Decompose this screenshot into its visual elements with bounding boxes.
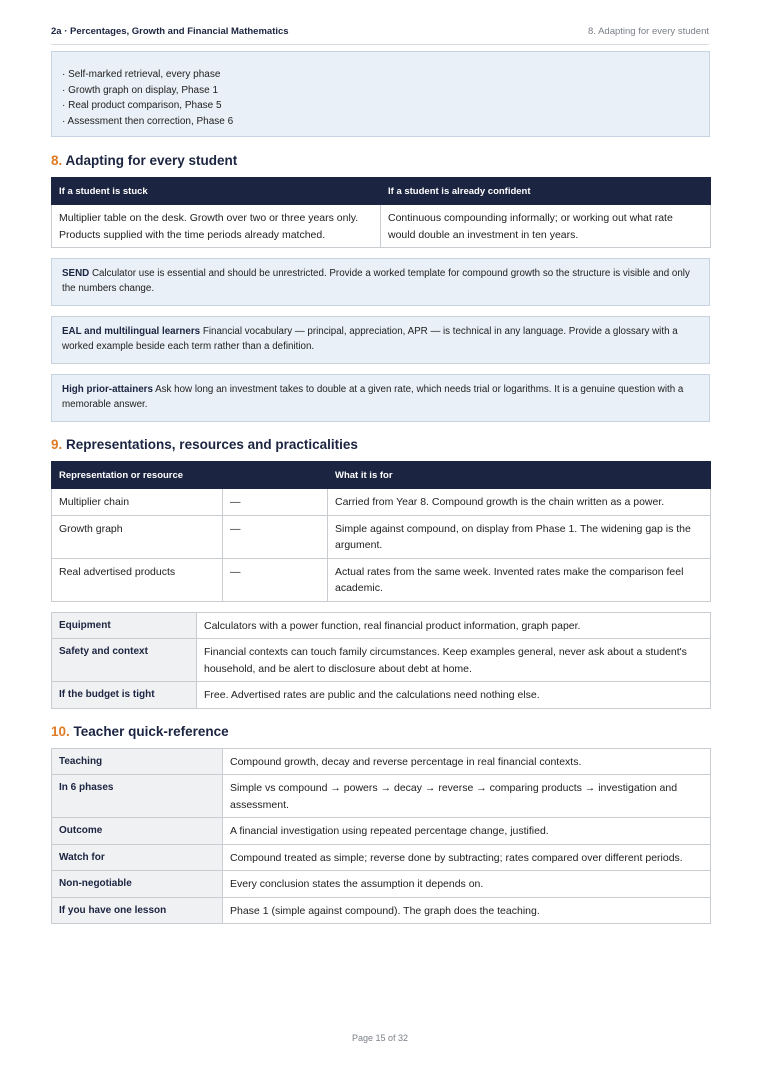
callout-label: High prior-attainers bbox=[62, 384, 153, 395]
section-number: 9. bbox=[51, 437, 63, 452]
table-cell: Simple vs compound → powers → decay → reverse → comparing products → investigation and assessment. bbox=[223, 775, 711, 818]
section-number: 10. bbox=[51, 723, 70, 739]
high-prior-attainers-callout bbox=[51, 374, 710, 422]
section-title: Teacher quick-reference bbox=[73, 723, 229, 739]
table-row bbox=[52, 682, 711, 709]
table-cell: Calculators with a power function, real financial product information, graph paper. bbox=[197, 612, 711, 639]
adapting-table bbox=[51, 177, 711, 248]
section-10-heading bbox=[51, 723, 710, 741]
section-8-heading bbox=[51, 152, 710, 170]
table-row bbox=[52, 489, 711, 516]
page-number: Page 15 of 32 bbox=[351, 1033, 409, 1043]
table-cell: Growth graph bbox=[52, 515, 223, 558]
quick-reference-table bbox=[51, 748, 711, 925]
section-title: Representations, resources and practicalities bbox=[66, 437, 358, 452]
retrieval-item: · Real product comparison, Phase 5 bbox=[62, 100, 222, 111]
table-cell: A financial investigation using repeated percentage change, justified. bbox=[223, 818, 711, 845]
table-row bbox=[52, 775, 711, 818]
callout-text: Financial vocabulary — principal, appreciation, APR — is technical in any language. Provide a glossary with a worked example beside each term rather than a definition. bbox=[62, 326, 678, 352]
column-header: If a student is already confident bbox=[381, 178, 711, 205]
eal-callout bbox=[51, 316, 710, 364]
row-label: Non-negotiable bbox=[52, 871, 223, 898]
table-cell: — bbox=[223, 558, 328, 601]
page-header bbox=[51, 26, 709, 45]
table-cell: Multiplier chain bbox=[52, 489, 223, 516]
table-cell: Actual rates from the same week. Invented rates make the comparison feel academic. bbox=[328, 558, 711, 601]
table-cell: Free. Advertised rates are public and the calculations need nothing else. bbox=[197, 682, 711, 709]
table-cell: Real advertised products bbox=[52, 558, 223, 601]
table-row bbox=[52, 897, 711, 924]
callout-text: Ask how long an investment takes to double at a given rate, which needs trial or logarithms. It is a genuine question with a memorable answer. bbox=[62, 384, 684, 410]
table-cell: Phase 1 (simple against compound). The graph does the teaching. bbox=[223, 897, 711, 924]
callout-label: SEND bbox=[62, 268, 90, 279]
table-row bbox=[52, 558, 711, 601]
callout-label: EAL and multilingual learners bbox=[62, 326, 201, 337]
table-cell: Every conclusion states the assumption it depends on. bbox=[223, 871, 711, 898]
table-row bbox=[52, 871, 711, 898]
table-cell: — bbox=[223, 515, 328, 558]
table-row bbox=[52, 639, 711, 682]
row-label: If the budget is tight bbox=[52, 682, 197, 709]
row-label: Outcome bbox=[52, 818, 223, 845]
column-header: What it is for bbox=[328, 462, 711, 489]
section-title: Adapting for every student bbox=[65, 153, 238, 168]
retrieval-item: · Self-marked retrieval, every phase bbox=[62, 69, 221, 80]
column-header: Representation or resource bbox=[52, 462, 223, 489]
table-row bbox=[52, 818, 711, 845]
table-cell: — bbox=[223, 489, 328, 516]
column-header: If a student is stuck bbox=[52, 178, 381, 205]
table-header-row bbox=[52, 462, 711, 489]
send-callout bbox=[51, 258, 710, 306]
table-row bbox=[52, 844, 711, 871]
table-cell: Simple against compound, on display from Phase 1. The widening gap is the argument. bbox=[328, 515, 711, 558]
retrieval-item: · Growth graph on display, Phase 1 bbox=[62, 84, 219, 96]
table-row bbox=[52, 515, 711, 558]
document-title: 2a · Percentages, Growth and Financial Mathematics bbox=[51, 26, 289, 37]
row-label: Teaching bbox=[52, 748, 223, 775]
page-content bbox=[51, 51, 710, 924]
table-cell: Multiplier table on the desk. Growth over two or three years only. Products supplied with the time periods already matched. bbox=[52, 205, 381, 248]
table-row bbox=[52, 612, 711, 639]
section-9-heading bbox=[51, 436, 710, 454]
practicalities-table bbox=[51, 612, 711, 709]
table-header-row bbox=[52, 178, 711, 205]
row-label: Equipment bbox=[52, 612, 197, 639]
callout-text: Calculator use is essential and should be unrestricted. Provide a worked template for compound growth so the structure is visible and only the numbers change. bbox=[62, 268, 690, 294]
representations-table bbox=[51, 461, 711, 602]
table-cell: Compound growth, decay and reverse percentage in real financial contexts. bbox=[223, 748, 711, 775]
retrieval-item: · Assessment then correction, Phase 6 bbox=[62, 115, 234, 127]
section-indicator: 8. Adapting for every student bbox=[588, 26, 709, 37]
table-row bbox=[52, 205, 711, 248]
table-cell: Financial contexts can touch family circumstances. Keep examples general, never ask about a student's household, and be alert to disclosure about debt at home. bbox=[197, 639, 711, 682]
section-number: 8. bbox=[51, 153, 63, 168]
column-header bbox=[223, 462, 328, 489]
retrieval-box bbox=[51, 51, 710, 137]
table-row bbox=[52, 748, 711, 775]
table-cell: Carried from Year 8. Compound growth is the chain written as a power. bbox=[328, 489, 711, 516]
row-label: In 6 phases bbox=[52, 775, 223, 818]
row-label: Watch for bbox=[52, 844, 223, 871]
table-cell: Continuous compounding informally; or working out what rate would double an investment in ten years. bbox=[381, 205, 711, 248]
table-cell: Compound treated as simple; reverse done by subtracting; rates compared over different periods. bbox=[223, 844, 711, 871]
row-label: Safety and context bbox=[52, 639, 197, 682]
row-label: If you have one lesson bbox=[52, 897, 223, 924]
